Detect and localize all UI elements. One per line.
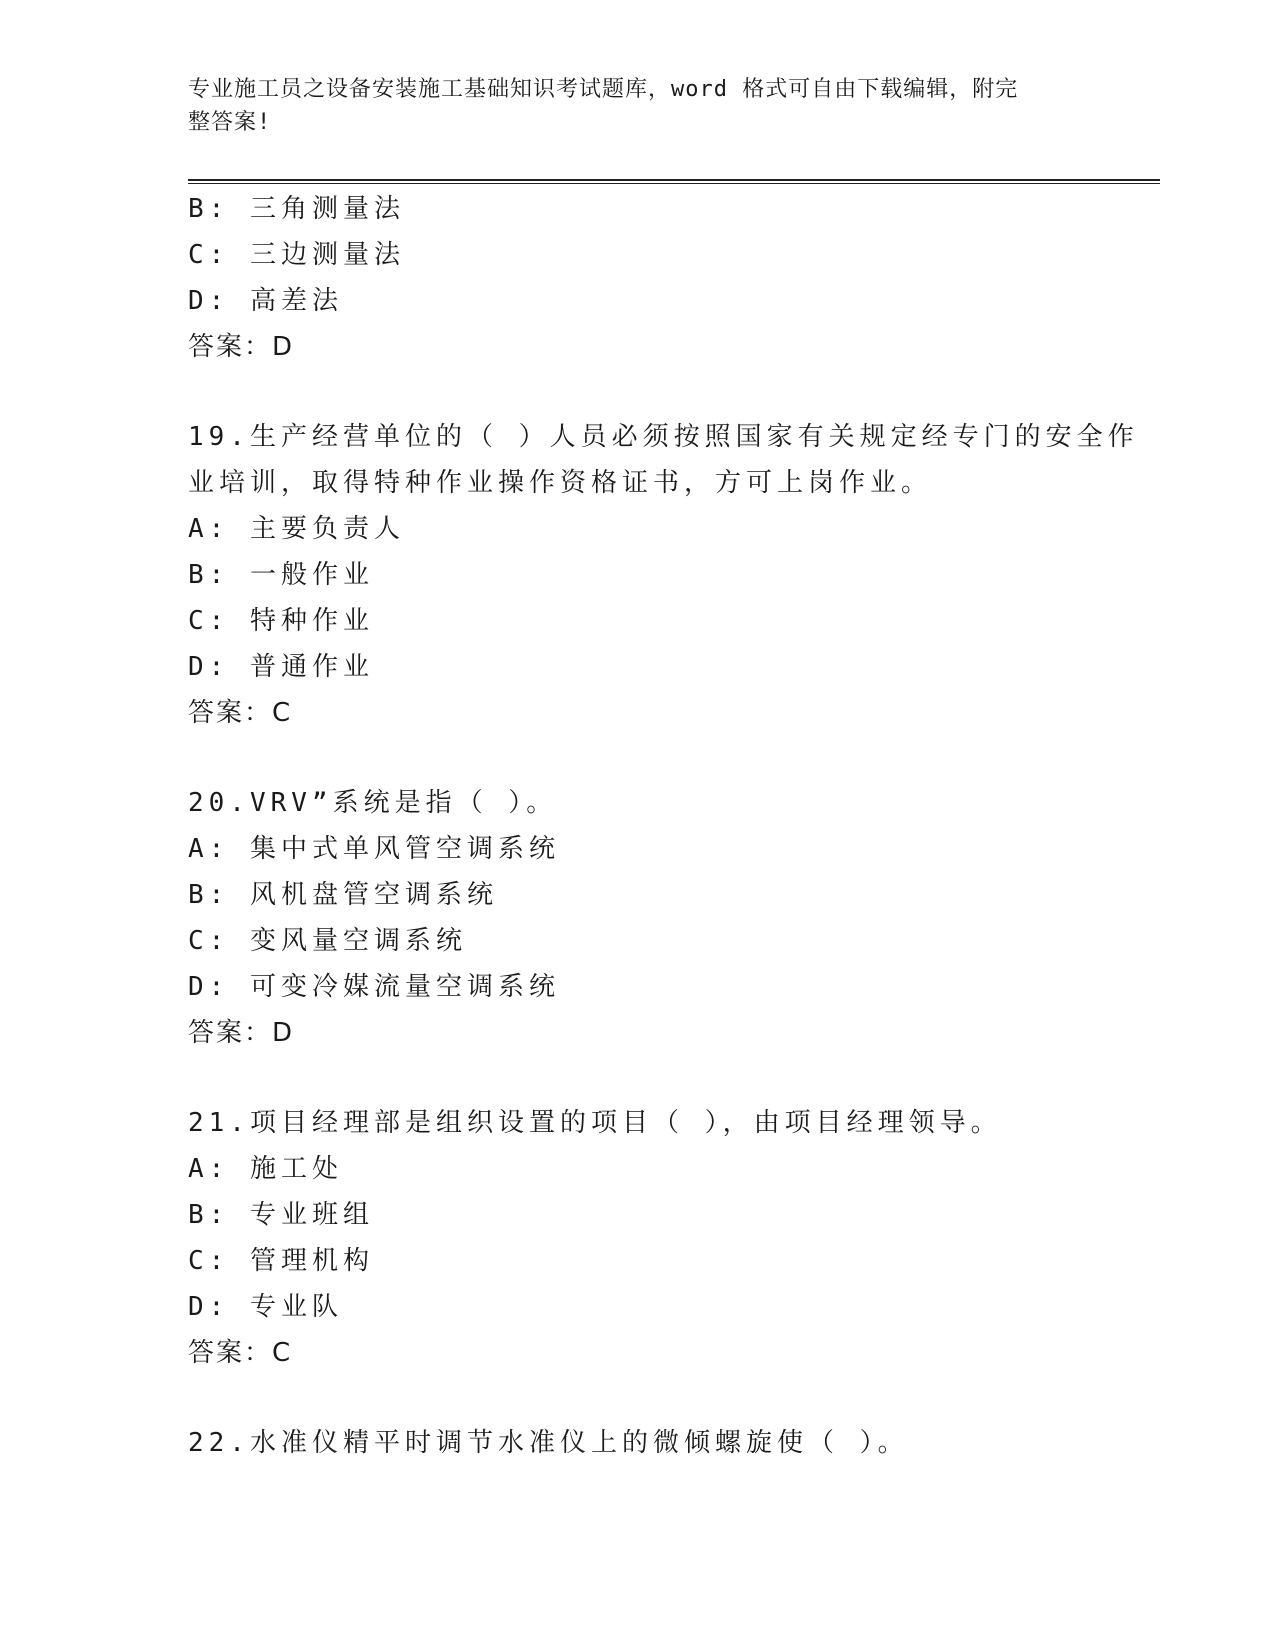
question-stem: 19.生产经营单位的（ ）人员必须按照国家有关规定经专门的安全作 (188, 422, 1139, 452)
question-stem: 20.VRV”系统是指（ ）。 (188, 788, 558, 818)
option-b: B: 一般作业 (188, 560, 374, 590)
option-d: D: 可变冷媒流量空调系统 (188, 972, 560, 1002)
question-21 (188, 1100, 1088, 1376)
question-stem: 21.项目经理部是组织设置的项目（ ），由项目经理领导。 (188, 1108, 1002, 1138)
question-stem: 22.水准仪精平时调节水准仪上的微倾螺旋使（ ）。 (188, 1428, 909, 1458)
answer: 答案：D (188, 332, 295, 362)
document-header (188, 73, 1068, 139)
header-line-1: 专业施工员之设备安装施工基础知识考试题库，word 格式可自由下载编辑，附完 (188, 77, 1019, 102)
answer: 答案：C (188, 1338, 293, 1368)
answer: 答案：D (188, 1018, 295, 1048)
option-a: A: 施工处 (188, 1154, 343, 1184)
option-d: D: 专业队 (188, 1292, 343, 1322)
option-d: D: 高差法 (188, 286, 343, 316)
option-c: C: 三边测量法 (188, 240, 405, 270)
option-c: C: 特种作业 (188, 606, 374, 636)
question-list (188, 186, 1139, 1466)
option-b: B: 专业班组 (188, 1200, 374, 1230)
option-d: D: 普通作业 (188, 652, 374, 682)
question-19 (188, 414, 1139, 736)
answer: 答案：C (188, 698, 293, 728)
option-a: A: 集中式单风管空调系统 (188, 834, 560, 864)
option-a: A: 主要负责人 (188, 514, 405, 544)
question-continued (188, 186, 1088, 370)
header-divider (188, 179, 1160, 184)
question-stem: 业培训，取得特种作业操作资格证书，方可上岗作业。 (188, 468, 933, 498)
header-line-2: 整答案! (188, 110, 272, 135)
option-c: C: 变风量空调系统 (188, 926, 467, 956)
question-22 (188, 1420, 1088, 1466)
option-c: C: 管理机构 (188, 1246, 374, 1276)
option-b: B: 风机盘管空调系统 (188, 880, 498, 910)
option-b: B: 三角测量法 (188, 194, 405, 224)
question-20 (188, 780, 1088, 1056)
